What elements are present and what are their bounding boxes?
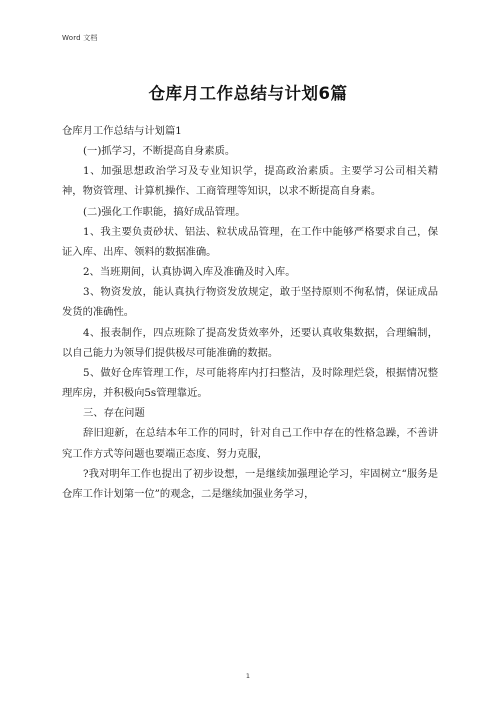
document-title: 仓库月工作总结与计划6篇 xyxy=(148,84,348,103)
paragraph: 1、加强思想政治学习及专业知识学，提高政治素质。主要学习公司相关精神，物资管理、计算机操作、工商管理等知识，以求不断提高自身素。 xyxy=(62,165,438,198)
paragraph: 三、存在问题 xyxy=(83,407,145,420)
paragraph: ?我对明年工作也提出了初步设想，一是继续加强理论学习，牢固树立“服务是仓库工作计划第一位”的观念，二是继续加强业务学习， xyxy=(62,467,438,500)
section-heading: 仓库月工作总结与计划篇1 xyxy=(62,125,182,137)
paragraph: (一)抓学习，不断提高自身素质。 xyxy=(83,145,236,158)
paragraph: 辞旧迎新，在总结本年工作的同时，针对自己工作中存在的性格急躁，不善讲究工作方式等问题也要端正态度、努力克服， xyxy=(62,427,438,460)
paragraph: 5、做好仓库管理工作，尽可能将库内打扫整洁，及时除理烂袋，根据情况整理库房，并积极向5s管理靠近。 xyxy=(62,366,438,400)
document-body xyxy=(62,121,438,504)
paragraph: (二)强化工作职能，搞好成品管理。 xyxy=(83,205,246,218)
paragraph: 2、当班期间，认真协调入库及准确及时入库。 xyxy=(83,266,296,279)
paragraph: 4、报表制作，四点班除了提高发货效率外，还要认真收集数据，合理编制，以自己能力为领导们提供极尽可能准确的数据。 xyxy=(62,326,438,359)
header-label: Word 文档 xyxy=(62,34,98,42)
paragraph: 3、物资发放，能认真执行物资发放规定，敢于坚持原则不徇私情，保证成品发货的准确性。 xyxy=(62,286,438,319)
page-number: 1 xyxy=(245,672,251,680)
paragraph: 1、我主要负责砂状、铝法、粒状成品管理，在工作中能够严格要求自己，保证入库、出库、领料的数据准确。 xyxy=(62,225,438,258)
